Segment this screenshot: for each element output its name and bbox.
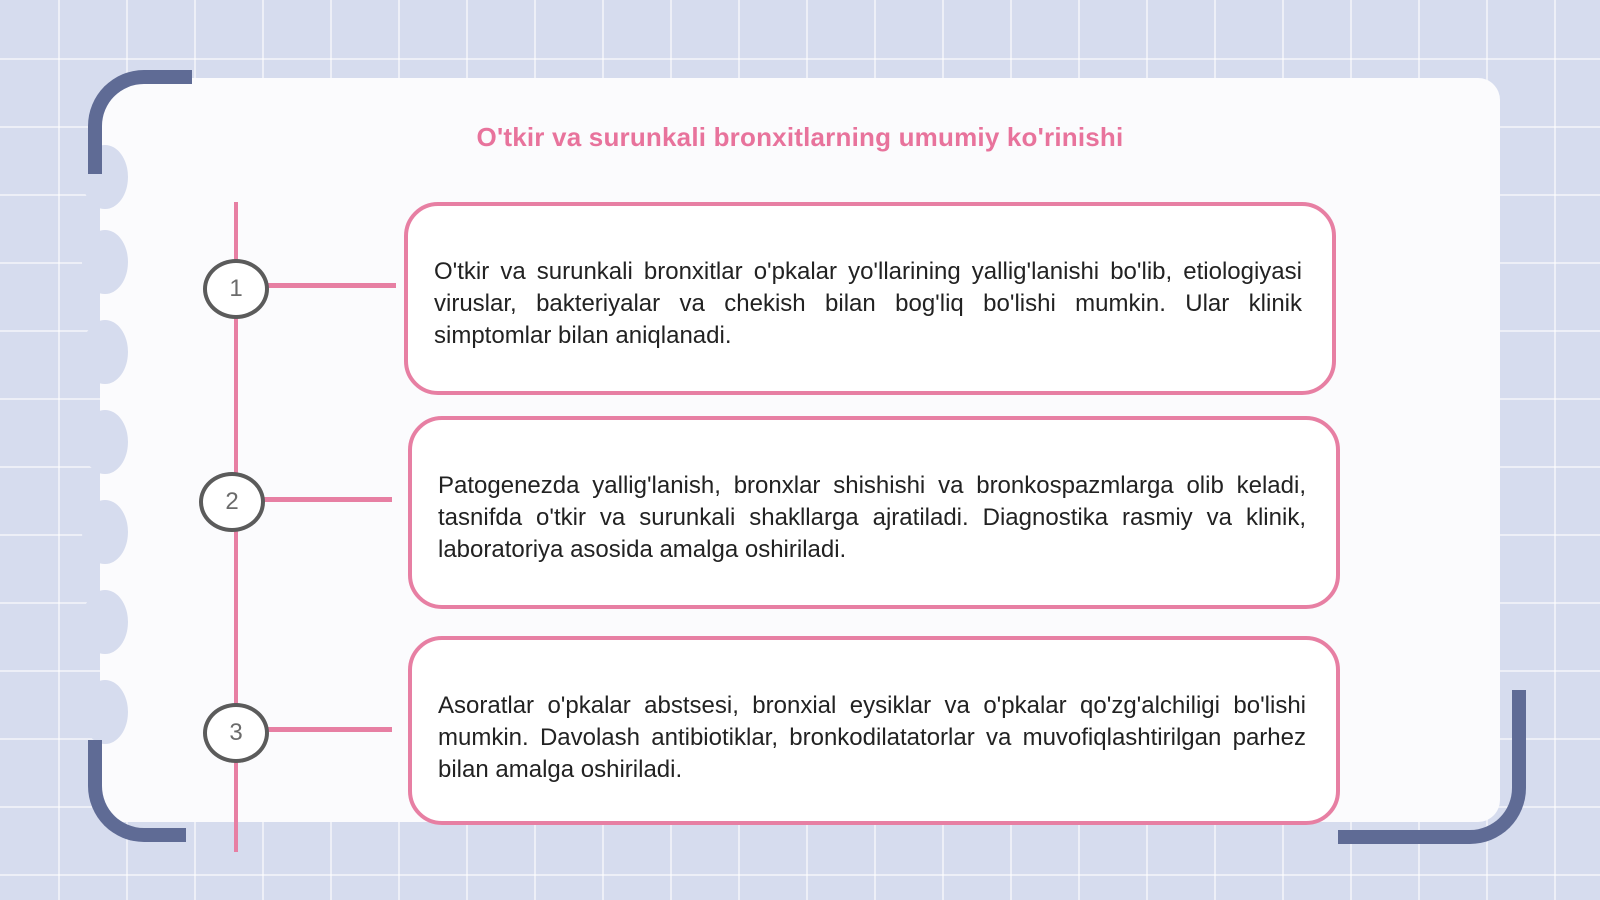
timeline-node-number: 2 [225, 488, 239, 515]
frame-corner-bottom-right [1338, 690, 1526, 844]
timeline-node-2 [199, 472, 265, 532]
scallop-edge [82, 410, 128, 474]
slide-title: O'tkir va surunkali bronxitlarning umumiy ko'rinishi [476, 122, 1124, 152]
scallop-edge [82, 590, 128, 654]
scallop-edge [82, 320, 128, 384]
timeline-connector [262, 497, 392, 502]
timeline-node-number: 3 [229, 719, 243, 746]
timeline-box-text: Asoratlar o'pkalar abstsesi, bronxial eysiklar va o'pkalar qo'zg'alchiligi bo'lishi mumkin. Davolash antibiotiklar, bronkodilatatorlar va muvofiqlashtirilgan parhez bilan amalga oshiriladi. [438, 692, 1306, 783]
timeline-box-2 [408, 416, 1340, 609]
timeline-box-text: Patogenezda yallig'lanish, bronxlar shishishi va bronkospazmlarga olib keladi, tasnifda o'tkir va surunkali shakllarga ajratiladi. Diagnostika rasmiy va klinik, laboratoriya asosida amalga oshiriladi. [438, 472, 1306, 563]
timeline-connector [266, 283, 396, 288]
timeline-box-text: O'tkir va surunkali bronxitlar o'pkalar yo'llarining yallig'lanishi bo'lib, etiologiyasi viruslar, bakteriyalar va chekish bilan bog'liq bo'lishi mumkin. Ular klinik simptomlar bilan aniqlanadi. [434, 258, 1302, 349]
timeline-node-3 [203, 703, 269, 763]
timeline-connector [266, 727, 392, 732]
scallop-edge [82, 500, 128, 564]
frame-corner-bottom-left [88, 740, 186, 842]
scallop-edge [82, 680, 128, 744]
frame-corner-top-left [88, 70, 192, 174]
timeline-box-1 [404, 202, 1336, 395]
timeline-node-1 [203, 259, 269, 319]
timeline-box-3 [408, 636, 1340, 825]
scallop-edge [82, 230, 128, 294]
timeline-node-number: 1 [229, 275, 243, 302]
